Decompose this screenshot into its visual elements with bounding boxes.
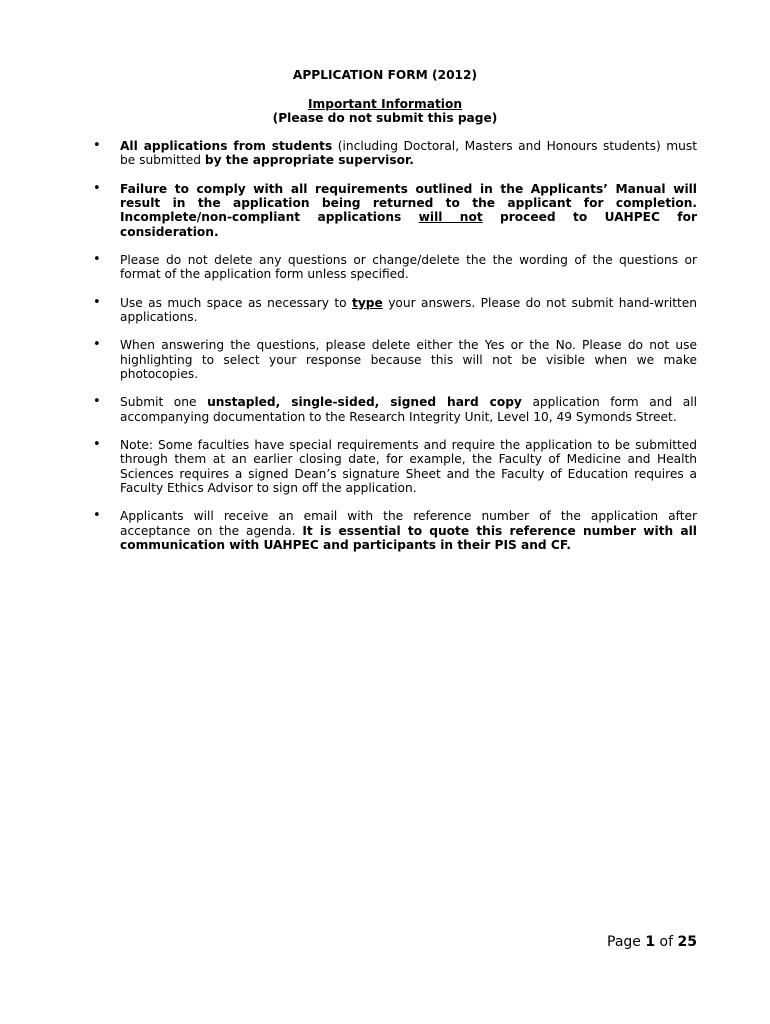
information-bullet-list	[93, 138, 697, 566]
bullet-text-bold: All applications from students	[120, 139, 333, 153]
bullet-compliance-warning	[93, 180, 697, 240]
bullet-marker: •	[93, 394, 101, 410]
bullet-marker: •	[93, 180, 101, 196]
bullet-text: your answers. Please do not submit hand-written applications.	[120, 295, 697, 325]
bullet-text: Applicants will receive an email with the reference number of the application after acceptance on the agenda.	[120, 509, 697, 538]
bullet-marker: •	[93, 436, 101, 452]
do-not-submit-note: (Please do not submit this page)	[272, 111, 498, 125]
current-page-number: 1	[645, 934, 656, 950]
page-number-footer	[607, 934, 697, 950]
bullet-marker: •	[93, 252, 101, 268]
bullet-do-not-delete-questions	[93, 252, 697, 282]
of-label: of	[655, 934, 678, 950]
bullet-text-bold: proceed to UAHPEC for consideration.	[120, 210, 697, 239]
bullet-text: Use as much space as necessary to	[120, 295, 353, 310]
bullet-yes-no-instructions	[93, 337, 697, 382]
bullet-text: Note: Some faculties have special requirements and require the application to be submitted through them at an earlier closing date, for example, the Faculty of Medicine and Health Sciences requires a signed Dean’s signature Sheet and the Faculty of Education requires a Faculty Ethics Advisor to sign off the application.	[120, 437, 697, 496]
bullet-text: Submit one	[120, 395, 208, 410]
bullet-text: Please do not delete any questions or change/delete the the wording of the questions or format of the application form unless specified.	[120, 253, 697, 282]
bullet-text: When answering the questions, please delete either the Yes or the No. Please do not use highlighting to select your response because this will not be visible when we make photocopies.	[120, 338, 697, 382]
bullet-text-bold: It is essential to quote this reference number with all communication with UAHPEC and participants in their PIS and CF.	[120, 523, 697, 553]
form-title: APPLICATION FORM (2012)	[292, 68, 478, 82]
important-information-heading: Important Information	[307, 97, 462, 111]
bullet-marker: •	[93, 294, 101, 310]
bullet-text-bold-underline: will not	[418, 210, 483, 225]
bullet-faculty-requirements	[93, 436, 697, 496]
bullet-marker: •	[93, 138, 101, 153]
bullet-text-bold: unstapled, single-sided, signed hard copy	[207, 395, 522, 410]
bullet-type-answers	[93, 294, 697, 325]
bullet-text: application form and all accompanying documentation to the Research Integrity Unit, Level 10, 49 Symonds Street.	[120, 395, 697, 424]
bullet-hard-copy-submission	[93, 394, 697, 424]
bullet-text: (including Doctoral, Masters and Honours students) must be submitted	[120, 139, 697, 168]
page-label: Page	[607, 934, 646, 950]
bullet-text-bold: by the appropriate supervisor.	[204, 153, 414, 168]
bullet-marker: •	[93, 508, 101, 524]
bullet-marker: •	[93, 337, 101, 353]
bullet-text-bold-underline: type	[352, 295, 383, 310]
bullet-supervisor-submission	[93, 138, 697, 168]
bullet-reference-number	[93, 508, 697, 553]
bullet-text-bold: Failure to comply with all requirements outlined in the Applicants’ Manual will result in the application being returned to the applicant for completion. Incomplete/non-compliant applications	[120, 181, 697, 225]
total-pages-number: 25	[677, 934, 697, 950]
